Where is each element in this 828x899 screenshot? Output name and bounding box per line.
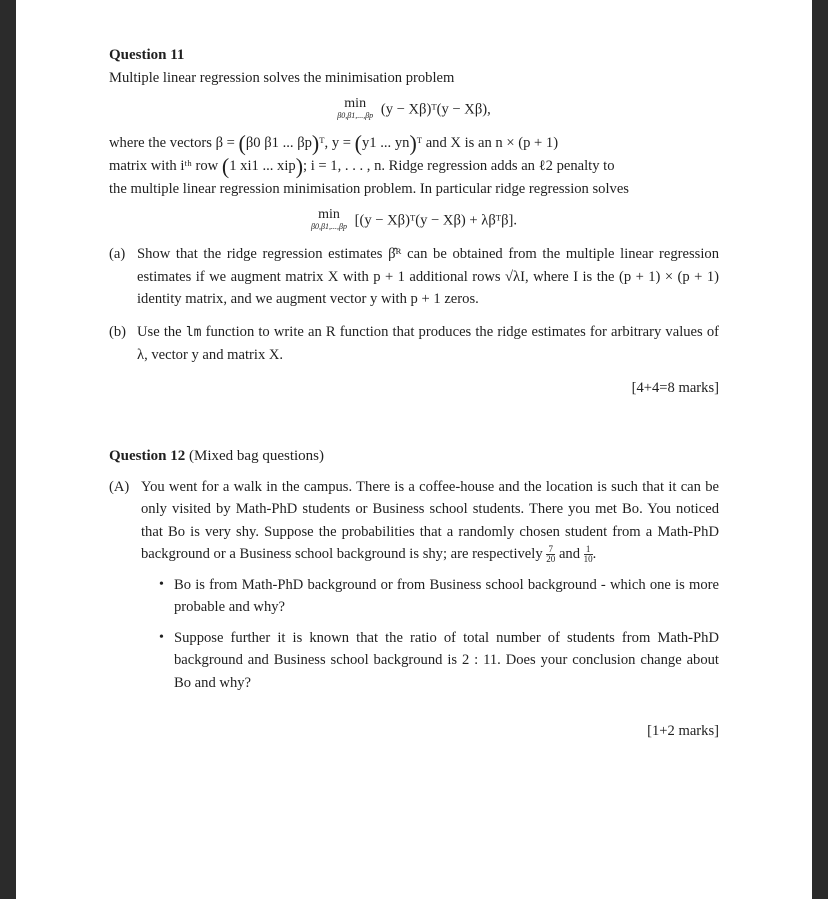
part-A-label: (A)	[109, 478, 130, 495]
question-12-marks: [1+2 marks]	[647, 723, 719, 740]
question-11-intro: Multiple linear regression solves the minimisation problem	[109, 69, 455, 86]
fraction-business: $\frac{1}{10}$	[583, 544, 593, 565]
row-definition: matrix with iᵗʰ row (1 xi1 ... xip); i = 1, . . . , n. Ridge regression adds an ℓ2 penalty to	[109, 153, 615, 179]
question-12-subtitle: (Mixed bag questions)	[189, 448, 324, 465]
min-operator: min β0,β1,...,βp	[310, 207, 347, 232]
document-page	[16, 0, 812, 899]
row-vector: 1 xi1 ... xip	[229, 157, 296, 174]
ols-expression: (y − Xβ)ᵀ(y − Xβ),	[380, 101, 491, 118]
question-11-marks: [4+4=8 marks]	[631, 379, 719, 396]
y-vector: y1 ... yn	[362, 135, 410, 151]
part-a-label: (a)	[109, 246, 126, 263]
bullet-icon: •	[159, 629, 164, 645]
part-A-text: You went for a walk in the campus. There is a coffee-house and the location is such that it can be only visited by Math-PhD students or Business school students. There you met Bo. You noticed that Bo is very shy. Suppose the probabilities that a randomly chosen student from a Math-PhD background or a Business school background is shy; are respectively $\frac{7}{20}$ and $\frac{1}{10}$ .	[141, 478, 719, 565]
ridge-intro: the multiple linear regression minimisation problem. In particular ridge regression solves	[109, 180, 629, 197]
question-12-title: Question 12 (Mixed bag questions)	[109, 448, 324, 465]
part-b-label: (b)	[109, 323, 127, 340]
part-A	[109, 476, 719, 566]
list-item: • Bo is from Math-PhD background or from Business school background - which one is more probable and why?	[141, 574, 719, 619]
part-b	[109, 321, 719, 367]
ridge-expression: [(y − Xβ)ᵀ(y − Xβ) + λβᵀβ].	[354, 212, 518, 229]
equation-ols	[109, 98, 719, 122]
document-content	[109, 44, 719, 743]
part-a	[109, 243, 719, 311]
vectors-definition: where the vectors β = (β0 β1 ... βp)ᵀ, y = (y1 ... yn)ᵀ and X is an n × (p + 1)	[109, 130, 559, 156]
question-11-title: Question 11	[109, 47, 185, 63]
list-item: • Suppose further it is known that the ratio of total number of students from Math-PhD background and Business school background is 2 : 11. Does your conclusion change about Bo and why?	[141, 627, 719, 695]
equation-ridge	[109, 209, 719, 233]
fraction-math-phd: $\frac{7}{20}$	[546, 544, 556, 565]
min-operator: min β0,β1,...,βp	[337, 96, 374, 120]
part-b-text: Use the lm function to write an R function that produces the ridge estimates for arbitrary values of λ, vector y and matrix X.	[137, 323, 720, 364]
beta-vector: β0 β1 ... βp	[245, 135, 312, 151]
part-a-text: Show that the ridge regression estimates β̂ᴿ can be obtained from the multiple linear regression estimates if we augment matrix X with p + 1 additional rows √λI, where I is the (p + 1) × (p + 1) identity matrix, and we augment vector y with p + 1 zeros.	[137, 246, 719, 308]
bullet-list	[141, 574, 719, 695]
lm-code: lm	[185, 324, 202, 340]
bullet-icon: •	[159, 576, 164, 592]
